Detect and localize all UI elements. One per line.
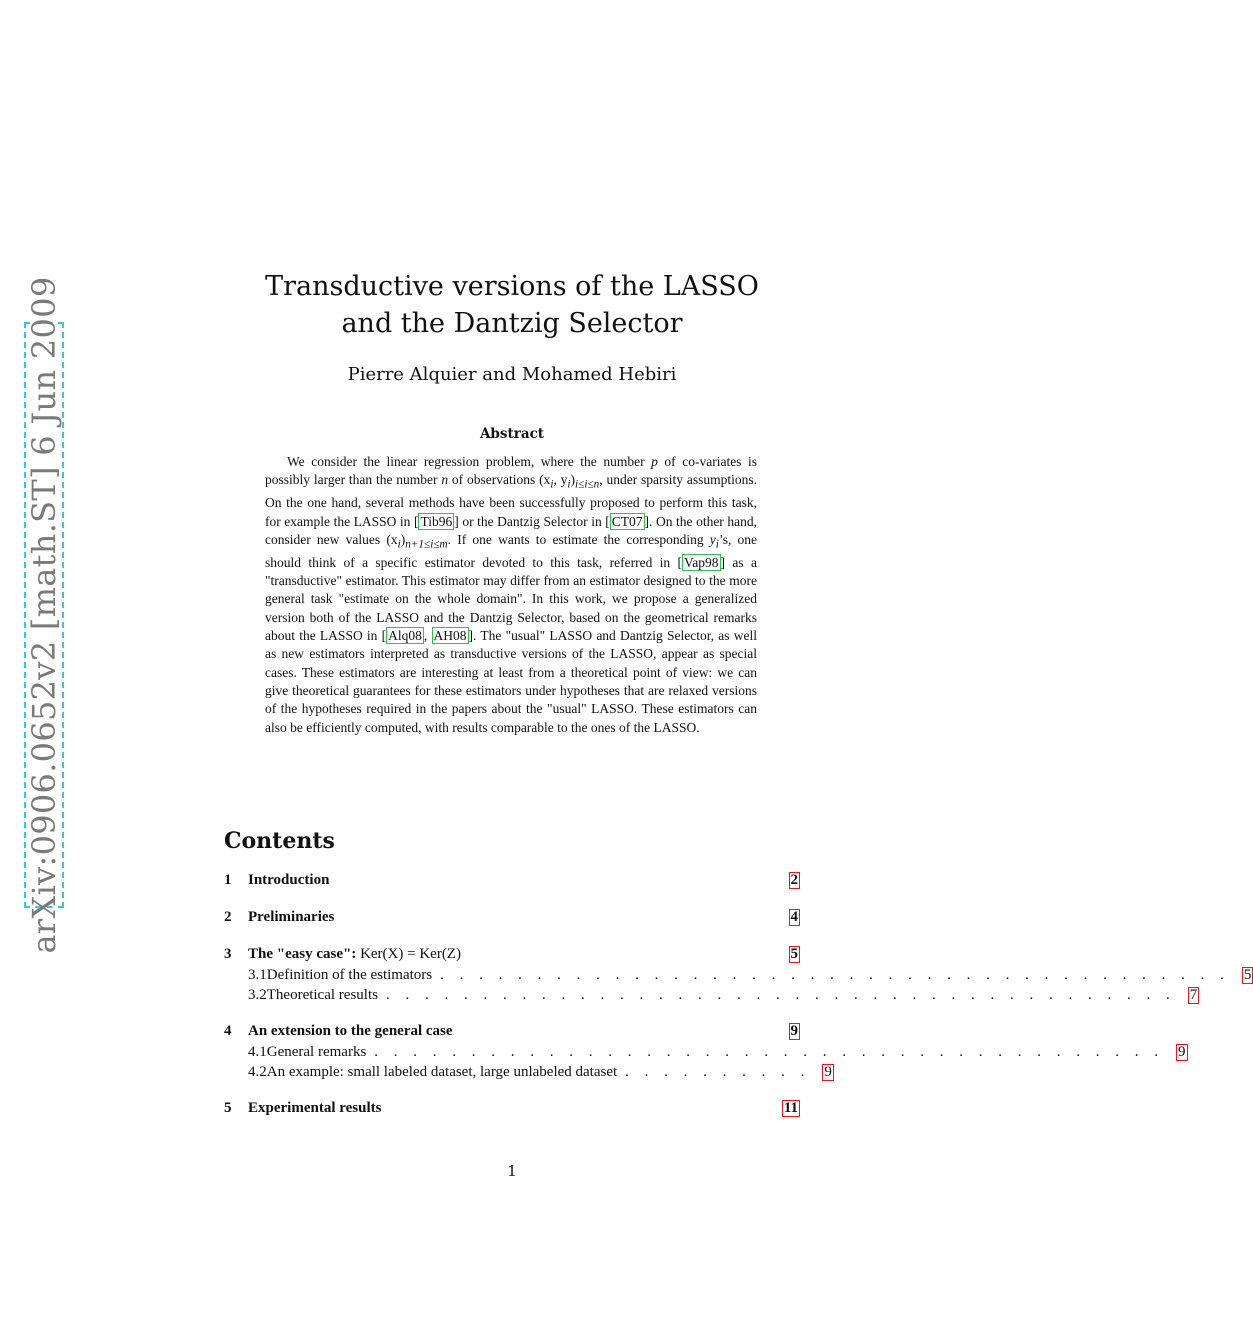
toc-page-link[interactable]: 2 [790, 872, 798, 888]
toc-page-link[interactable]: 5 [1243, 967, 1252, 983]
toc-entry-general-case[interactable] [224, 1023, 800, 1045]
toc-entry-preliminaries[interactable] [224, 909, 800, 931]
toc-entry-example[interactable] [248, 1064, 832, 1086]
toc-entry-theoretical-results[interactable] [248, 987, 1198, 1009]
toc-number: 4 [224, 1023, 232, 1039]
citation-link-vap98[interactable]: Vap98 [684, 554, 719, 570]
toc-label: Preliminaries [248, 909, 335, 925]
toc-label: An example: small labeled dataset, large unlabeled dataset [266, 1064, 618, 1080]
citation-link-ct07[interactable]: CT07 [611, 513, 643, 529]
new-values-notation: $(x_i)_{n+1\le i\le m}$ [386, 531, 448, 551]
toc-label: The "easy case": Ker(X) = Ker(Z) [248, 946, 461, 962]
toc-dot-leader: . . . . . . . . . . . . . . . . . . . . . . . . . . . . . . . . . . . . . . . . . [440, 967, 1230, 983]
toc-entry-experimental-results[interactable] [224, 1100, 800, 1122]
toc-page-link[interactable]: 9 [790, 1023, 798, 1039]
toc-page-link[interactable]: 9 [824, 1064, 832, 1080]
toc-number: 3 [224, 946, 232, 962]
title-line-2: and the Dantzig Selector [341, 308, 683, 339]
toc-number: 2 [224, 909, 232, 925]
toc-dot-leader: . . . . . . . . . . . . . . . . . . . . . . . . . . . . . . . . . . . . . . . . . [385, 987, 1176, 1003]
toc-label: Definition of the estimators [266, 967, 433, 983]
toc-page-link[interactable]: 7 [1189, 987, 1198, 1003]
contents-heading: Contents [224, 828, 335, 854]
citation-link-tib96[interactable]: Tib96 [420, 513, 453, 529]
toc-number: 1 [224, 872, 232, 888]
toc-label: Introduction [248, 872, 330, 888]
toc-page-link[interactable]: 11 [783, 1100, 798, 1116]
toc-entry-introduction[interactable] [224, 872, 800, 894]
toc-page-link[interactable]: 4 [790, 909, 798, 925]
toc-page-link[interactable]: 9 [1178, 1044, 1186, 1060]
page-number: 1 [507, 1162, 517, 1180]
toc-dot-leader: . . . . . . . . . . [625, 1064, 811, 1080]
title-line-1: Transductive versions of the LASSO [265, 271, 759, 302]
toc-entry-easy-case[interactable] [224, 946, 800, 968]
arxiv-identifier-text: arXiv:0906.0652v2 [math.ST] 6 Jun 2009 [25, 276, 63, 954]
arxiv-identifier-stamp[interactable] [24, 276, 64, 954]
toc-number: 3.2 [248, 987, 267, 1003]
observations-notation: ($x_i$, $y_i)_{i\le i\le n}$ [539, 472, 600, 491]
toc-number: 5 [224, 1100, 232, 1116]
toc-dot-leader: . . . . . . . . . . . . . . . . . . . . . . . . . . . . . . . . . . . . . . . . . [374, 1044, 1165, 1060]
toc-number: 4.1 [248, 1044, 267, 1060]
citation-link-ah08[interactable]: AH08 [433, 628, 467, 644]
toc-label: General remarks [266, 1044, 367, 1060]
toc-entry-definition-estimators[interactable] [248, 967, 1252, 989]
toc-label: Theoretical results [266, 987, 378, 1003]
toc-number: 4.2 [248, 1064, 267, 1080]
toc-label: An extension to the general case [248, 1023, 453, 1039]
toc-entry-general-remarks[interactable] [248, 1044, 1186, 1066]
toc-number: 3.1 [248, 967, 267, 983]
toc-page-link[interactable]: 5 [790, 946, 798, 962]
author-list: Pierre Alquier and Mohamed Hebiri [347, 364, 677, 385]
paper-title [262, 268, 762, 342]
abstract-heading: Abstract [479, 426, 545, 442]
toc-label: Experimental results [248, 1100, 382, 1116]
abstract-text: We consider the linear regression problem, where the number p of co-variates is possibly larger than the number n of observations ($x_i$, $y_i)_{i\le i\le n}$, under sparsity assumptions. On the one hand, several methods have been successfully proposed to perform this task, for example the LASSO in [ Tib96 ] or the Dantzig Selector in [ CT07 ]. On the other hand, consider new values $(x_i)_{n+1\le i\le m}$. If one wants to estimate the corresponding $y_i’s$, one should think of a specific estimator devoted to this task, referred in [ Vap98 ] as a "transductive" estimator. This estimator may differ from an estimator designed to the more general task "estimate on the whole domain". In this work, we propose a generalized version both of the LASSO and the Dantzig Selector, based on the geometrical remarks about the LASSO in [ Alq08 , AH08 ]. The "usual" LASSO and Dantzig Selector, as well as new estimators interpreted as transductive versions of the LASSO, appear as special cases. These estimators are interesting at least from a theoretical point of view: we can give theoretical guarantees for these estimators under hypotheses that are relaxed versions of the hypotheses required in the papers about the "usual" LASSO. These estimators can also be efficiently computed, with results comparable to the ones of the LASSO. [265, 454, 758, 735]
citation-link-alq08[interactable]: Alq08 [388, 628, 422, 644]
toc-math: Ker(X) = Ker(Z) [360, 946, 461, 962]
